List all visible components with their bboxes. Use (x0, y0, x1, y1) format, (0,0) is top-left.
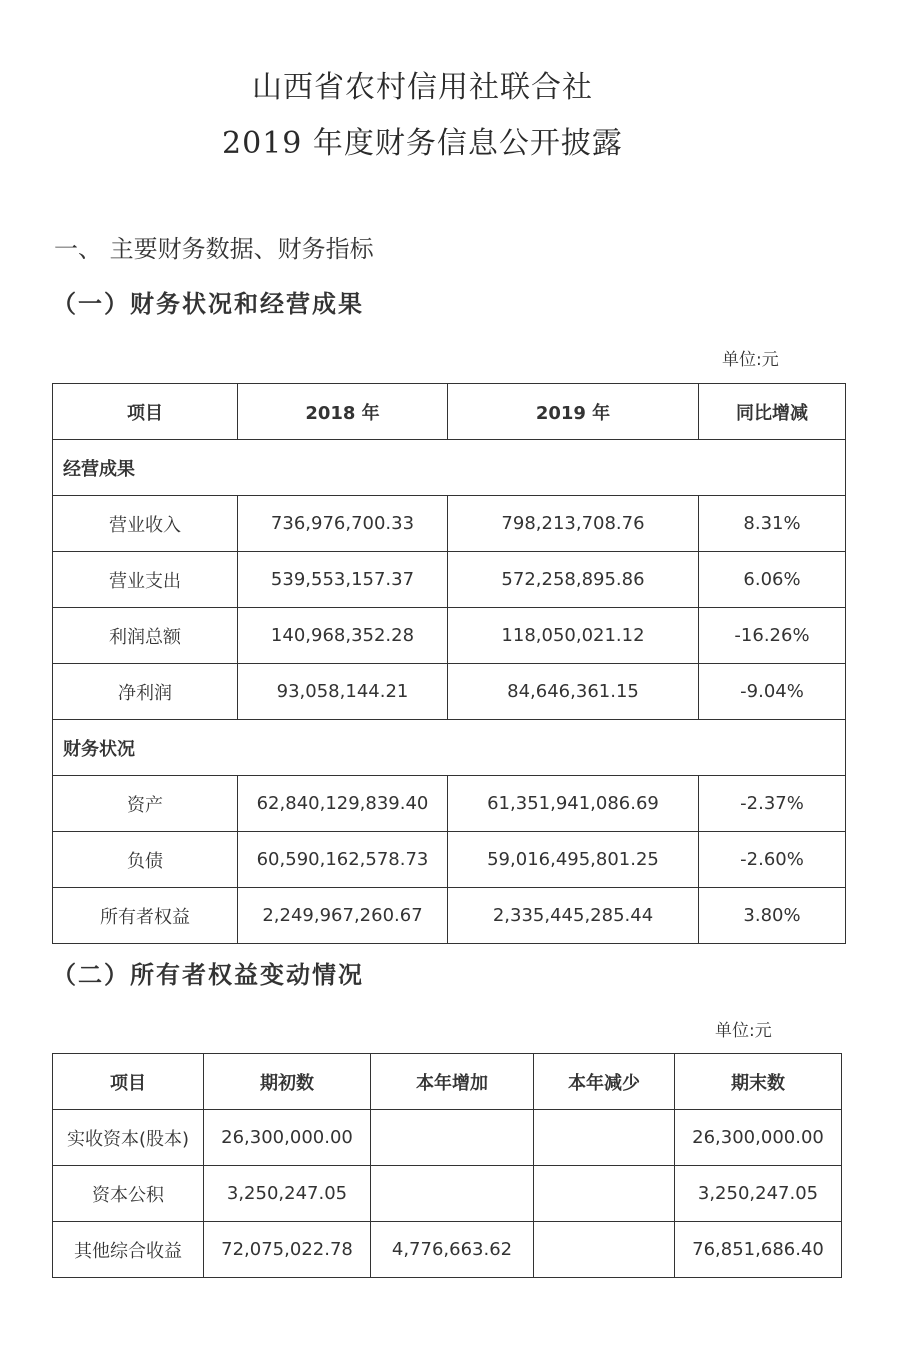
column-header: 2018 年 (238, 384, 448, 440)
cell-change: 6.06% (699, 552, 846, 608)
cell-item: 营业收入 (53, 496, 238, 552)
cell-opening: 72,075,022.78 (204, 1222, 371, 1278)
cell-2018: 140,968,352.28 (238, 608, 448, 664)
cell-opening: 3,250,247.05 (204, 1166, 371, 1222)
cell-2019: 118,050,021.12 (448, 608, 699, 664)
cell-closing: 3,250,247.05 (675, 1166, 842, 1222)
group-row (53, 720, 846, 776)
cell-opening: 26,300,000.00 (204, 1110, 371, 1166)
document-title-line2: 2019 年度财务信息公开披露 (222, 126, 623, 161)
column-header: 期末数 (675, 1054, 842, 1110)
cell-change: 3.80% (699, 888, 846, 944)
cell-item: 负债 (53, 832, 238, 888)
unit-label: 单位:元 (715, 1021, 772, 1041)
cell-item: 资本公积 (53, 1166, 204, 1222)
unit-label: 单位:元 (722, 350, 779, 370)
table-header-row (53, 384, 846, 440)
cell-increase (371, 1166, 534, 1222)
table-row (53, 664, 846, 720)
table-row (53, 832, 846, 888)
cell-2019: 61,351,941,086.69 (448, 776, 699, 832)
document-title-line1: 山西省农村信用社联合社 (252, 70, 593, 105)
group-row (53, 440, 846, 496)
cell-2019: 572,258,895.86 (448, 552, 699, 608)
cell-decrease (534, 1110, 675, 1166)
column-header: 期初数 (204, 1054, 371, 1110)
table-row (53, 608, 846, 664)
cell-decrease (534, 1222, 675, 1278)
table-header-row (53, 1054, 842, 1110)
cell-2019: 2,335,445,285.44 (448, 888, 699, 944)
cell-change: 8.31% (699, 496, 846, 552)
subsection-heading-equity-changes: （二）所有者权益变动情况 (52, 960, 364, 989)
column-header: 项目 (53, 384, 238, 440)
column-header: 同比增减 (699, 384, 846, 440)
table-row (53, 776, 846, 832)
financial-status-table (52, 383, 846, 944)
cell-2018: 736,976,700.33 (238, 496, 448, 552)
column-header: 本年增加 (371, 1054, 534, 1110)
cell-change: -2.37% (699, 776, 846, 832)
cell-2019: 798,213,708.76 (448, 496, 699, 552)
cell-item: 所有者权益 (53, 888, 238, 944)
cell-item: 利润总额 (53, 608, 238, 664)
table-row (53, 552, 846, 608)
column-header: 本年减少 (534, 1054, 675, 1110)
subsection-heading-financial-status: （一）财务状况和经营成果 (52, 289, 364, 318)
table-row (53, 1110, 842, 1166)
table-row (53, 496, 846, 552)
cell-2018: 62,840,129,839.40 (238, 776, 448, 832)
cell-2019: 84,646,361.15 (448, 664, 699, 720)
cell-2018: 539,553,157.37 (238, 552, 448, 608)
group-label: 财务状况 (53, 720, 846, 776)
group-label: 经营成果 (53, 440, 846, 496)
cell-closing: 76,851,686.40 (675, 1222, 842, 1278)
cell-item: 营业支出 (53, 552, 238, 608)
cell-item: 资产 (53, 776, 238, 832)
cell-increase: 4,776,663.62 (371, 1222, 534, 1278)
cell-2018: 93,058,144.21 (238, 664, 448, 720)
cell-item: 其他综合收益 (53, 1222, 204, 1278)
table-row (53, 888, 846, 944)
table-row (53, 1166, 842, 1222)
column-header: 项目 (53, 1054, 204, 1110)
cell-2019: 59,016,495,801.25 (448, 832, 699, 888)
cell-increase (371, 1110, 534, 1166)
section-heading: 一、 主要财务数据、财务指标 (54, 235, 374, 263)
cell-change: -9.04% (699, 664, 846, 720)
cell-decrease (534, 1166, 675, 1222)
column-header: 2019 年 (448, 384, 699, 440)
cell-change: -16.26% (699, 608, 846, 664)
cell-item: 实收资本(股本) (53, 1110, 204, 1166)
cell-item: 净利润 (53, 664, 238, 720)
cell-2018: 2,249,967,260.67 (238, 888, 448, 944)
cell-closing: 26,300,000.00 (675, 1110, 842, 1166)
equity-changes-table (52, 1053, 842, 1278)
table-row (53, 1222, 842, 1278)
cell-change: -2.60% (699, 832, 846, 888)
cell-2018: 60,590,162,578.73 (238, 832, 448, 888)
